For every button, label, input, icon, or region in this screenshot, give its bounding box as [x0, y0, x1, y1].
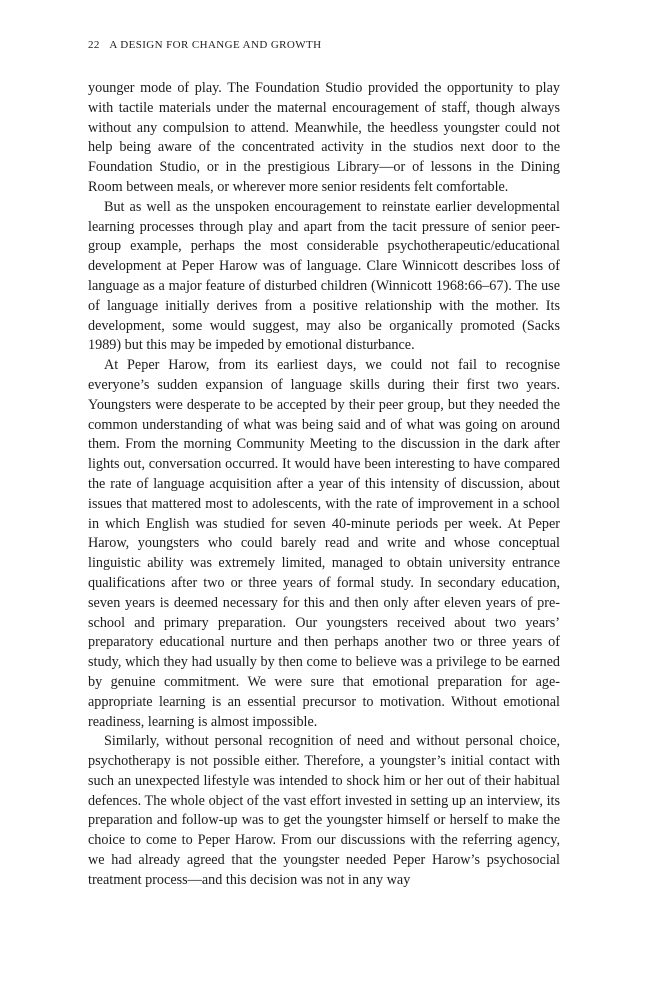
body-text	[88, 79, 560, 891]
book-page	[88, 38, 560, 891]
running-header	[88, 38, 560, 52]
page-number: 22	[88, 39, 100, 51]
paragraph-2: But as well as the unspoken encouragement to reinstate earlier developmental learning processes through play and apart from the tacit pressure of senior peer-group example, perhaps the most considerable psychotherapeutic/educational development at Peper Harow was of language. Clare Winnicott describes loss of language as a major feature of disturbed children (Winnicott 1968:66–67). The use of language initially derives from a positive relationship with the mother. Its development, some would suggest, may also be organically promoted (Sacks 1989) but this may be impeded by emotional disturbance.	[88, 198, 560, 354]
paragraph-1: younger mode of play. The Foundation Studio provided the opportunity to play with tactile materials under the maternal encouragement of staff, though always without any compulsion to attend. Meanwhile, the heedless youngster could not help being aware of the concentrated activity in the studios next door to the Foundation Studio, or in the prestigious Library—or of lessons in the Dining Room between meals, or wherever more senior residents felt comfortable.	[88, 80, 560, 195]
running-title: A DESIGN FOR CHANGE AND GROWTH	[109, 39, 322, 51]
paragraph-4: Similarly, without personal recognition of need and without personal choice, psychotherapy is not possible either. Therefore, a youngster’s initial contact with such an unexpected lifestyle was intended to shock him or her out of their habitual defences. The whole object of the vast effort invested in setting up an interview, its preparation and follow-up was to get the youngster himself or herself to make the choice to come to Peper Harow. From our discussions with the referring agency, we had already agreed that the youngster needed Peper Harow’s psychosocial treatment process—and this decision was not in any way	[88, 733, 560, 888]
paragraph-3: At Peper Harow, from its earliest days, we could not fail to recognise everyone’s sudden expansion of language skills during their first two years. Youngsters were desperate to be accepted by their peer group, but they needed the common understanding of what was being said and of what was going on around them. From the morning Community Meeting to the discussion in the dark after lights out, conversation occurred. It would have been interesting to have compared the rate of language acquisition after a year of this intensity of discussion, about issues that mattered most to adolescents, with the rate of improvement in a school in which English was studied for seven 40-minute periods per week. At Peper Harow, youngsters who could barely read and write and whose conceptual linguistic ability was extremely limited, managed to obtain university entrance qualifications after two or three years of formal study. In secondary education, seven years is deemed necessary for this and then only after eleven years of pre-school and primary preparation. Our youngsters received about two years’ preparatory educational nurture and then perhaps another two or three years of study, which they had usually by then come to believe was a privilege to be earned by genuine commitment. We were sure that emotional preparation for age-appropriate learning is an essential precursor to motivation. Without emotional readiness, learning is almost impossible.	[88, 357, 560, 730]
